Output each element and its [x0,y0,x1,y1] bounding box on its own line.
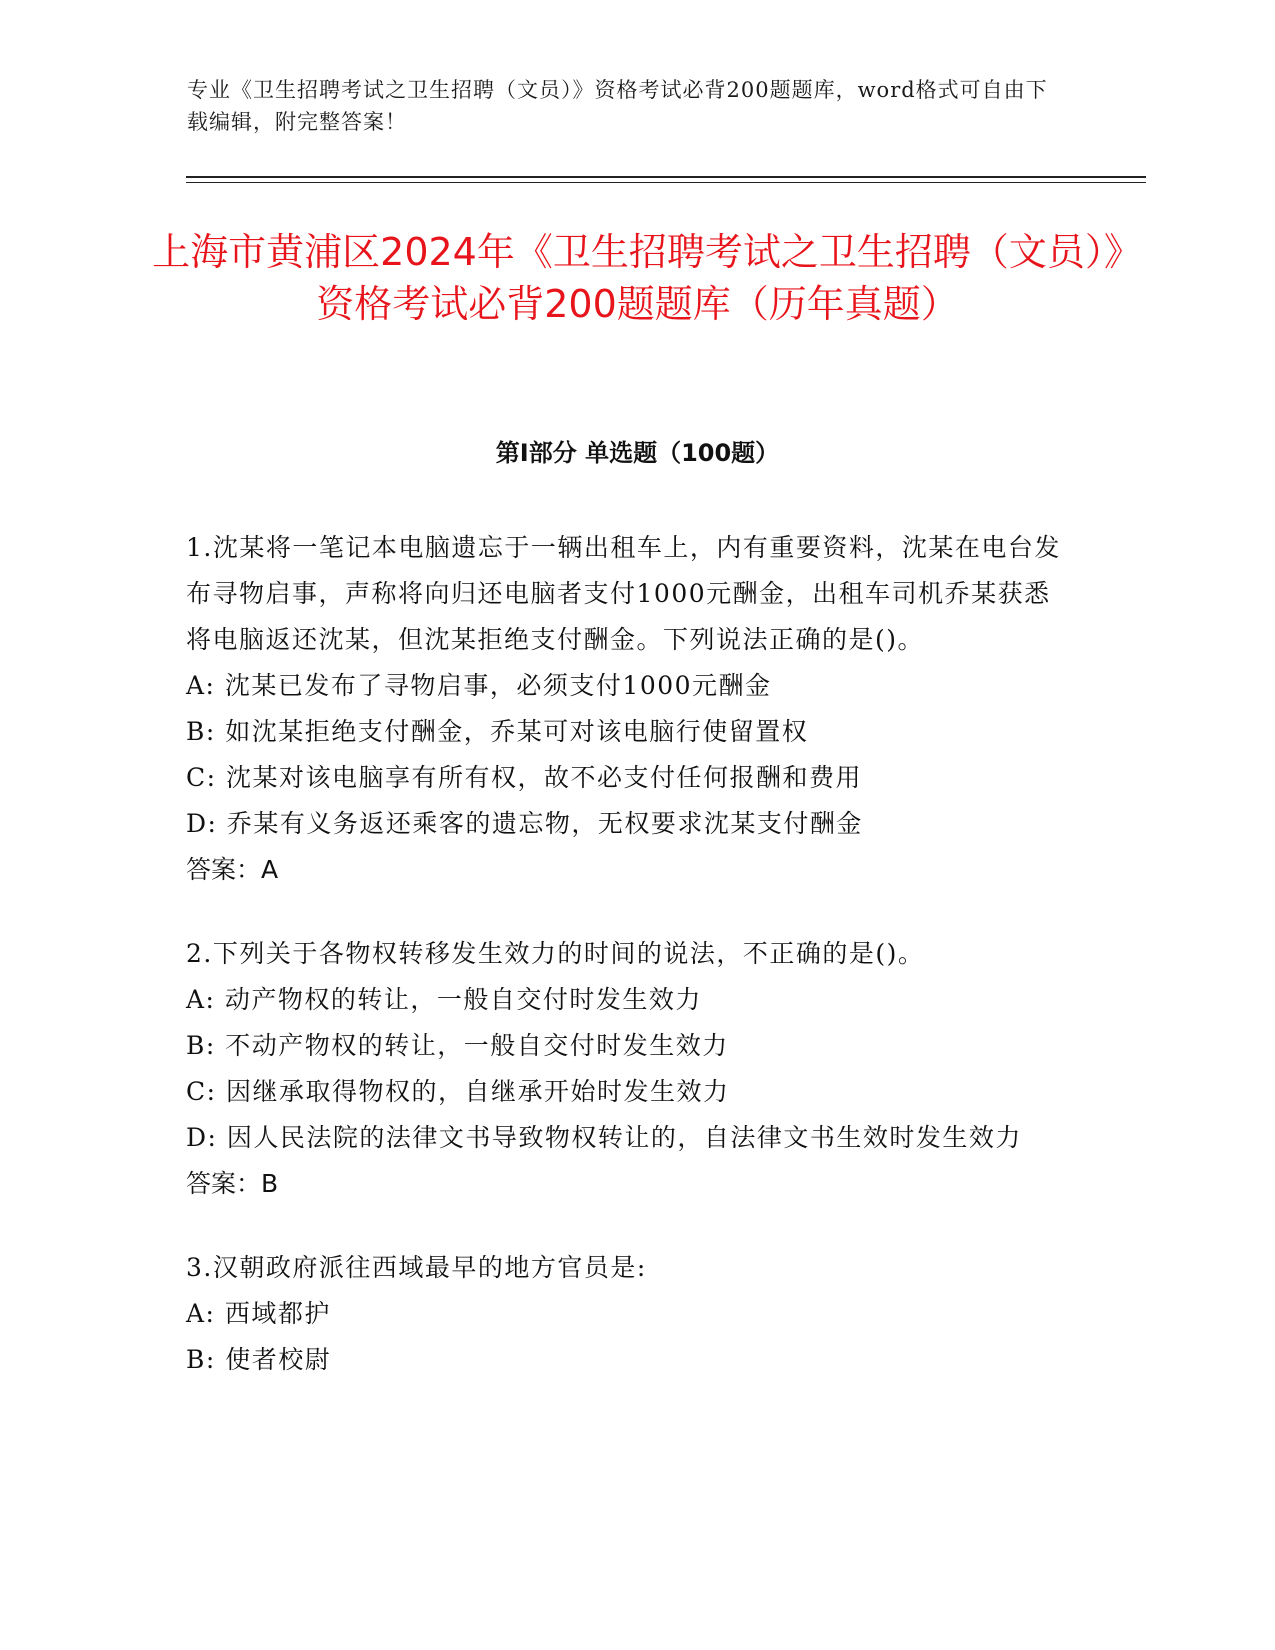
header-rule-thin [186,182,1146,183]
header-rule-thick [186,176,1146,178]
option-d: D: 因人民法院的法律文书导致物权转让的，自法律文书生效时发生效力 [186,1123,1022,1152]
option-c: C: 沈某对该电脑享有所有权，故不必支付任何报酬和费用 [186,763,863,792]
header-note: 专业《卫生招聘考试之卫生招聘（文员）》资格考试必背200题题库，word格式可自由下载编辑，附完整答案！ [187,78,1048,134]
question-text: 1.沈某将一笔记本电脑遗忘于一辆出租车上，内有重要资料，沈某在电台发布寻物启事，声称将向归还电脑者支付1000元酬金，出租车司机乔某获悉将电脑返还沈某，但沈某拒绝支付酬金。下列说法正确的是()。 [186,533,1061,654]
option-a: A: 动产物权的转让，一般自交付时发生效力 [186,985,702,1014]
answer-line: 答案：B [186,1169,279,1198]
option-b: B: 不动产物权的转让，一般自交付时发生效力 [186,1031,729,1060]
option-b: B: 如沈某拒绝支付酬金，乔某可对该电脑行使留置权 [186,717,809,746]
question-text: 2.下列关于各物权转移发生效力的时间的说法，不正确的是()。 [186,939,925,968]
document-title: 上海市黄浦区2024年《卫生招聘考试之卫生招聘（文员）》资格考试必背200题题库（历年真题） [152,230,1123,326]
question-item [186,525,1076,893]
question-item [186,931,1076,1207]
question-list [186,525,1076,1421]
answer-line: 答案：A [186,855,279,884]
question-item [186,1245,1076,1383]
section-title: 第Ⅰ部分 单选题（100题） [495,439,780,467]
option-a: A: 沈某已发布了寻物启事，必须支付1000元酬金 [186,671,772,700]
option-c: C: 因继承取得物权的，自继承开始时发生效力 [186,1077,730,1106]
option-a: A: 西域都护 [186,1299,331,1328]
option-b: B: 使者校尉 [186,1345,332,1374]
question-text: 3.汉朝政府派往西域最早的地方官员是: [186,1253,647,1282]
option-d: D: 乔某有义务返还乘客的遗忘物，无权要求沈某支付酬金 [186,809,863,838]
